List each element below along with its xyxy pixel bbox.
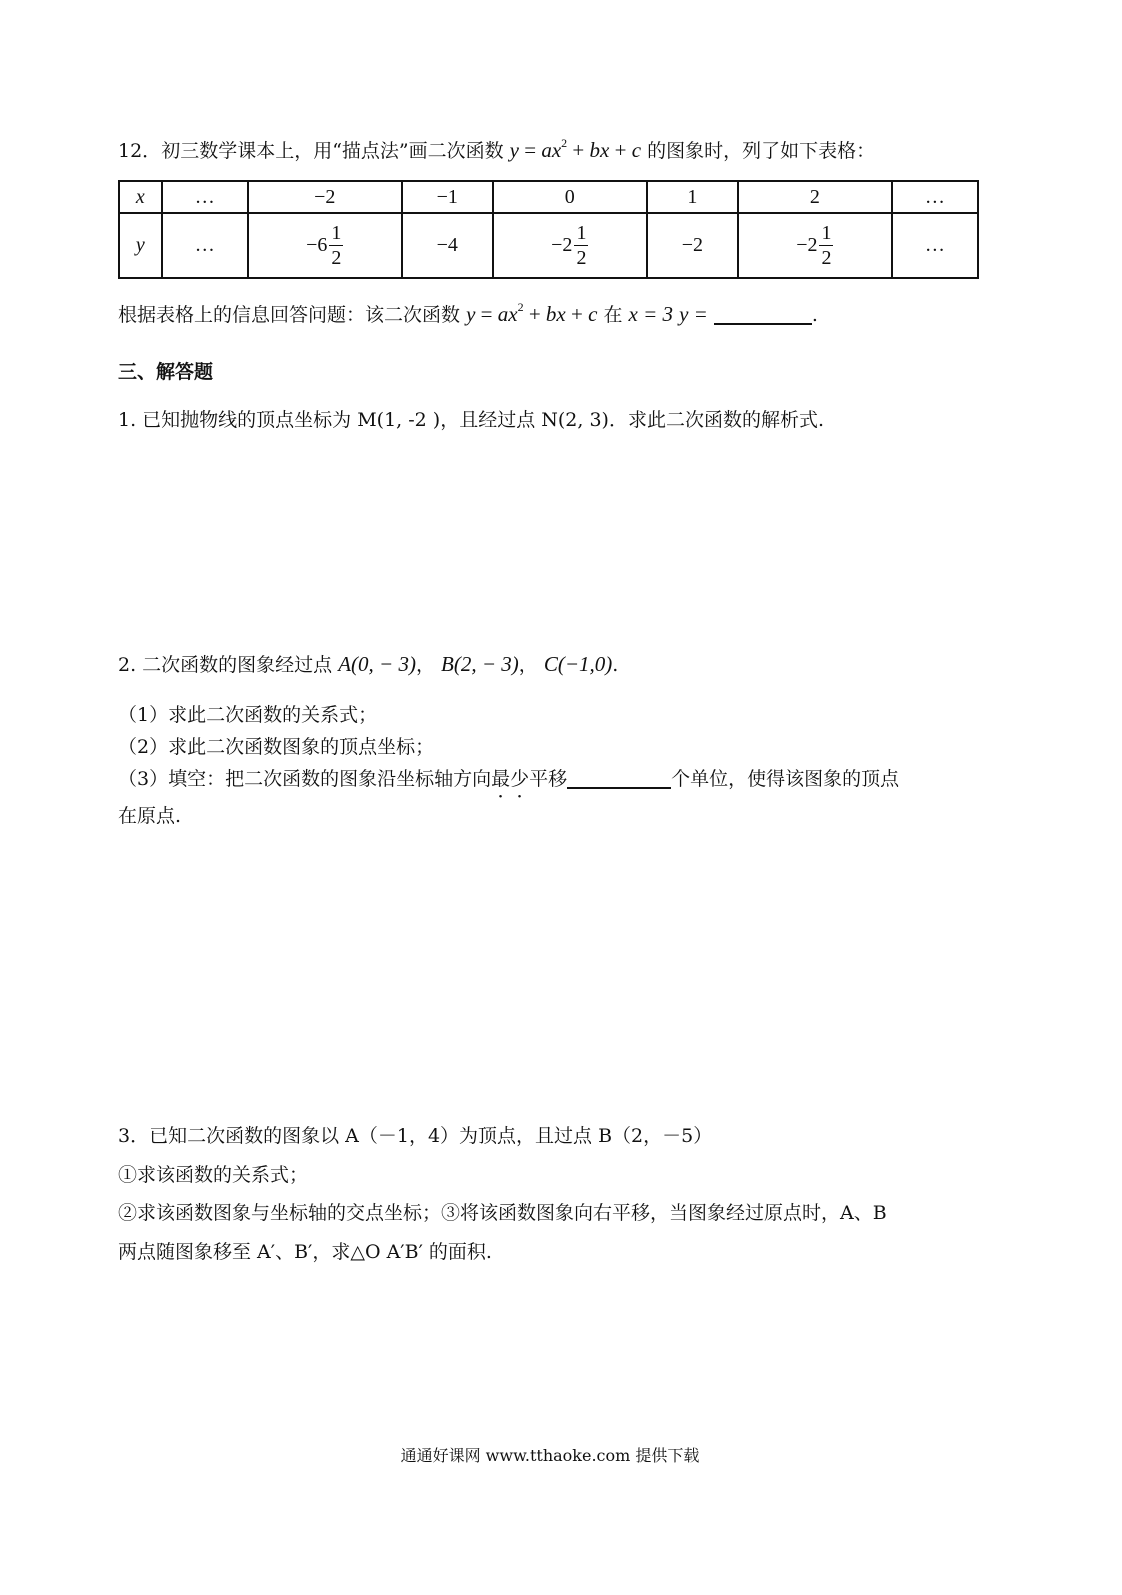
- table-cell: 0: [493, 181, 647, 213]
- table-cell: …: [162, 181, 248, 213]
- problem-1: 1. 已知抛物线的顶点坐标为 M(1, -2 )，且经过点 N(2, 3)．求此二次函数的解析式.: [118, 409, 824, 431]
- mixed-fraction: −6 1 2: [306, 222, 342, 269]
- sub3-mid: 平移: [529, 768, 568, 790]
- sub3-prefix: （3）填空：把二次函数的图象沿坐标轴方向: [118, 768, 492, 790]
- separator: ，: [518, 654, 538, 676]
- problem-2-sub1: （1）求此二次函数的关系式；: [118, 704, 378, 726]
- problem-2-sub2: （2）求此二次函数图象的顶点坐标；: [118, 736, 435, 758]
- table-cell: [738, 213, 892, 278]
- problem-3-line4: 两点随图象移至 A′、B′，求△O A′B′ 的面积.: [118, 1241, 492, 1263]
- table-cell: y: [119, 213, 162, 278]
- q12-answer-end: .: [811, 304, 818, 326]
- q12-answer-mid: 在: [603, 304, 623, 326]
- problem-2-end: .: [612, 654, 619, 676]
- q12-answer-x3: x = 3: [628, 302, 674, 326]
- q12-intro: [118, 136, 875, 163]
- answer-blank[interactable]: [714, 323, 812, 325]
- problem-3-line2: ①求该函数的关系式；: [118, 1164, 309, 1186]
- table-row-x: [119, 181, 978, 213]
- table-cell: 1: [647, 181, 738, 213]
- emphasis-char: 最: [491, 768, 511, 790]
- q12-formula: $y = ax^2$ + bx + c: [509, 136, 642, 162]
- table-row-y: [119, 213, 978, 278]
- problem-2-sub3: [118, 764, 899, 791]
- table-cell: −2: [248, 181, 402, 213]
- problem-3-line3: ②求该函数图象与坐标轴的交点坐标；③将该函数图象向右平移，当图象经过原点时，A、B: [118, 1202, 887, 1224]
- table-cell: 2: [738, 181, 892, 213]
- separator: ，: [415, 654, 435, 676]
- table-cell: −4: [402, 213, 493, 278]
- q12-answer-y: y =: [679, 302, 708, 326]
- footer-text: 通通好课网 www.tthaoke.com 提供下载: [400, 1446, 700, 1465]
- table-cell: …: [892, 181, 978, 213]
- q12-intro-prefix: 初三数学课本上，用“描点法”画二次函数: [161, 140, 504, 162]
- table-cell: …: [162, 213, 248, 278]
- table-cell: x: [119, 181, 162, 213]
- q12-answer-formula: $y = ax^2$ + bx + c: [466, 300, 598, 326]
- problem-2-prefix: 2. 二次函数的图象经过点: [118, 654, 333, 676]
- sub3-suffix: 个单位，使得该图象的顶点: [671, 768, 900, 790]
- problem-3-line1: 3．已知二次函数的图象以 A（－1，4）为顶点，且过点 B（2，－5）: [118, 1125, 713, 1147]
- values-table: [118, 180, 979, 279]
- table-cell: [493, 213, 647, 278]
- emphasis-char: 少: [510, 768, 530, 790]
- mixed-fraction: −2 1 2: [551, 222, 587, 269]
- section-title: 三、解答题: [118, 361, 214, 383]
- mixed-fraction: −2 1 2: [796, 222, 832, 269]
- table-cell: −1: [402, 181, 493, 213]
- table-cell: …: [892, 213, 978, 278]
- problem-2-intro: [118, 650, 618, 677]
- q12-number: 12．: [118, 140, 162, 162]
- q12-intro-suffix: 的图象时，列了如下表格：: [647, 140, 876, 162]
- table-cell: −2: [647, 213, 738, 278]
- q12-answer-line: [118, 300, 818, 327]
- point-a: A(0, − 3): [338, 652, 416, 676]
- problem-2-sub3-line2: 在原点.: [118, 805, 182, 827]
- answer-blank[interactable]: [567, 787, 671, 789]
- point-c: C(−1,0): [543, 652, 613, 676]
- table-cell: [248, 213, 402, 278]
- point-b: B(2, − 3): [441, 652, 519, 676]
- q12-answer-prefix: 根据表格上的信息回答问题：该二次函数: [118, 304, 461, 326]
